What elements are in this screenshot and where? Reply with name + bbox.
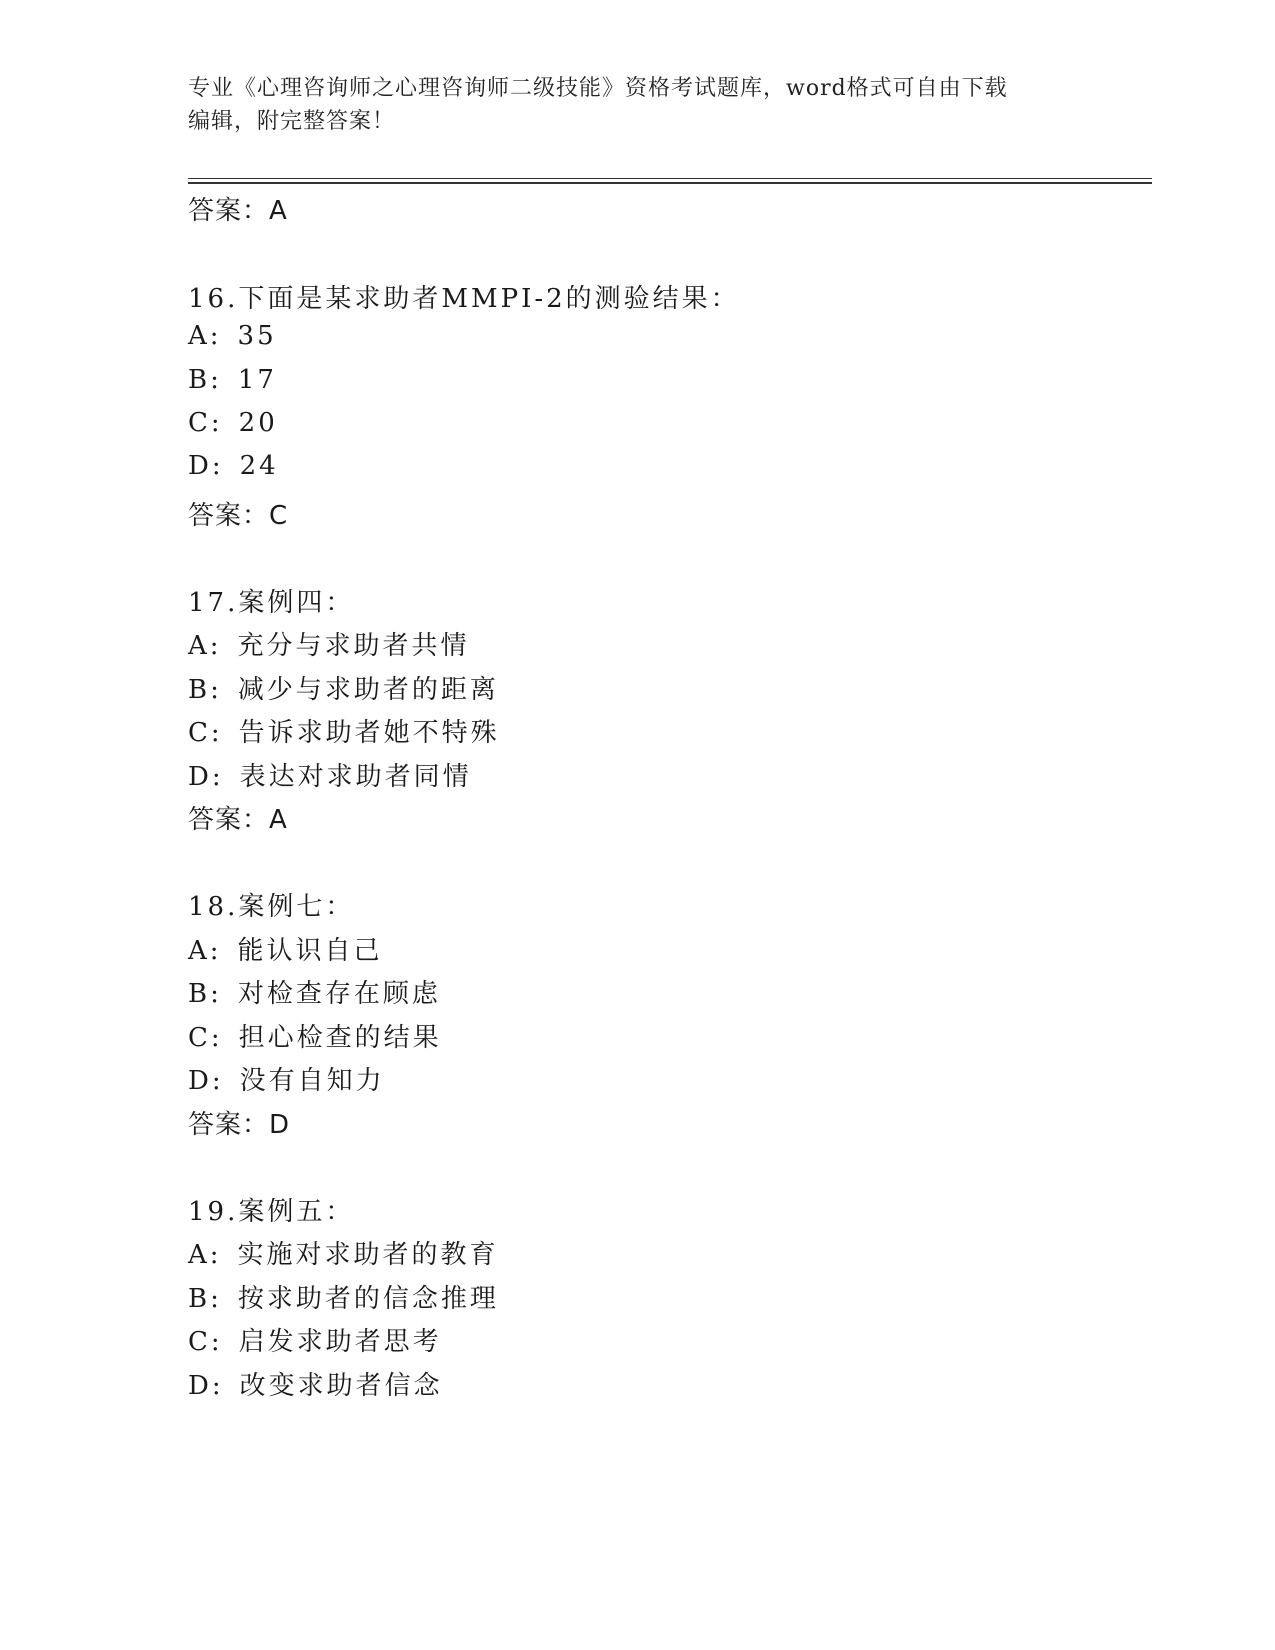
option-text: 改变求助者信念 [239,1371,443,1401]
question-16-answer: 答案：C [188,501,289,531]
option-text: 20 [238,408,278,438]
option-key: B: [188,675,222,705]
question-18-title: 18.案例七： [188,892,355,922]
option-key: D: [188,762,224,792]
option-key: C: [188,1023,223,1053]
question-18-option-c [188,1017,442,1054]
question-16-option-a [188,321,277,351]
previous-answer: 答案：A [188,196,288,226]
question-16-title: 16.下面是某求助者MMPI-2的测验结果： [188,284,740,314]
option-text: 没有自知力 [239,1066,385,1096]
option-key: A: [188,631,222,661]
option-key: D: [188,1371,224,1401]
question-17-title: 17.案例四： [188,588,355,618]
question-19-title: 19.案例五： [188,1197,355,1227]
header-divider-thick [188,182,1152,184]
option-text: 17 [237,365,277,395]
option-text: 充分与求助者共情 [237,631,470,661]
question-18-option-b [188,973,441,1010]
question-17-option-c [188,712,500,749]
question-16-option-b [188,365,277,395]
option-text: 对检查存在顾虑 [237,979,441,1009]
option-text: 24 [239,451,279,481]
document-header [188,72,1088,138]
option-text: 担心检查的结果 [238,1023,442,1053]
option-key: A: [188,936,222,966]
question-17-option-b [188,669,499,706]
question-16-option-c [188,408,278,438]
question-18-answer: 答案：D [188,1110,291,1140]
option-key: D: [188,1066,224,1096]
option-text: 减少与求助者的距离 [237,675,499,705]
option-key: A: [188,1240,222,1270]
question-17-option-a [188,625,470,662]
option-key: B: [188,979,222,1009]
option-key: C: [188,718,223,748]
option-text: 按求助者的信念推理 [237,1284,499,1314]
option-key: C: [188,1327,223,1357]
option-text: 告诉求助者她不特殊 [238,718,500,748]
question-18-option-a [188,930,383,967]
header-divider-thin [188,178,1152,179]
question-17-answer: 答案：A [188,805,288,835]
question-19-option-b [188,1278,499,1315]
question-18-option-d [188,1060,385,1097]
header-line-1: 专业《心理咨询师之心理咨询师二级技能》资格考试题库，word格式可自由下载 [188,76,1008,101]
option-text: 能认识自己 [237,936,383,966]
question-19-option-d [188,1365,443,1402]
question-16-option-d [188,451,279,481]
header-line-2: 编辑，附完整答案！ [188,109,396,134]
option-text: 35 [237,321,277,351]
option-key: B: [188,1284,222,1314]
option-key: A: [188,321,222,351]
option-text: 实施对求助者的教育 [237,1240,499,1270]
option-text: 表达对求助者同情 [239,762,472,792]
option-key: C: [188,408,223,438]
option-key: D: [188,451,224,481]
question-17-option-d [188,756,472,793]
option-key: B: [188,365,222,395]
option-text: 启发求助者思考 [238,1327,442,1357]
question-19-option-c [188,1321,442,1358]
question-19-option-a [188,1234,499,1271]
